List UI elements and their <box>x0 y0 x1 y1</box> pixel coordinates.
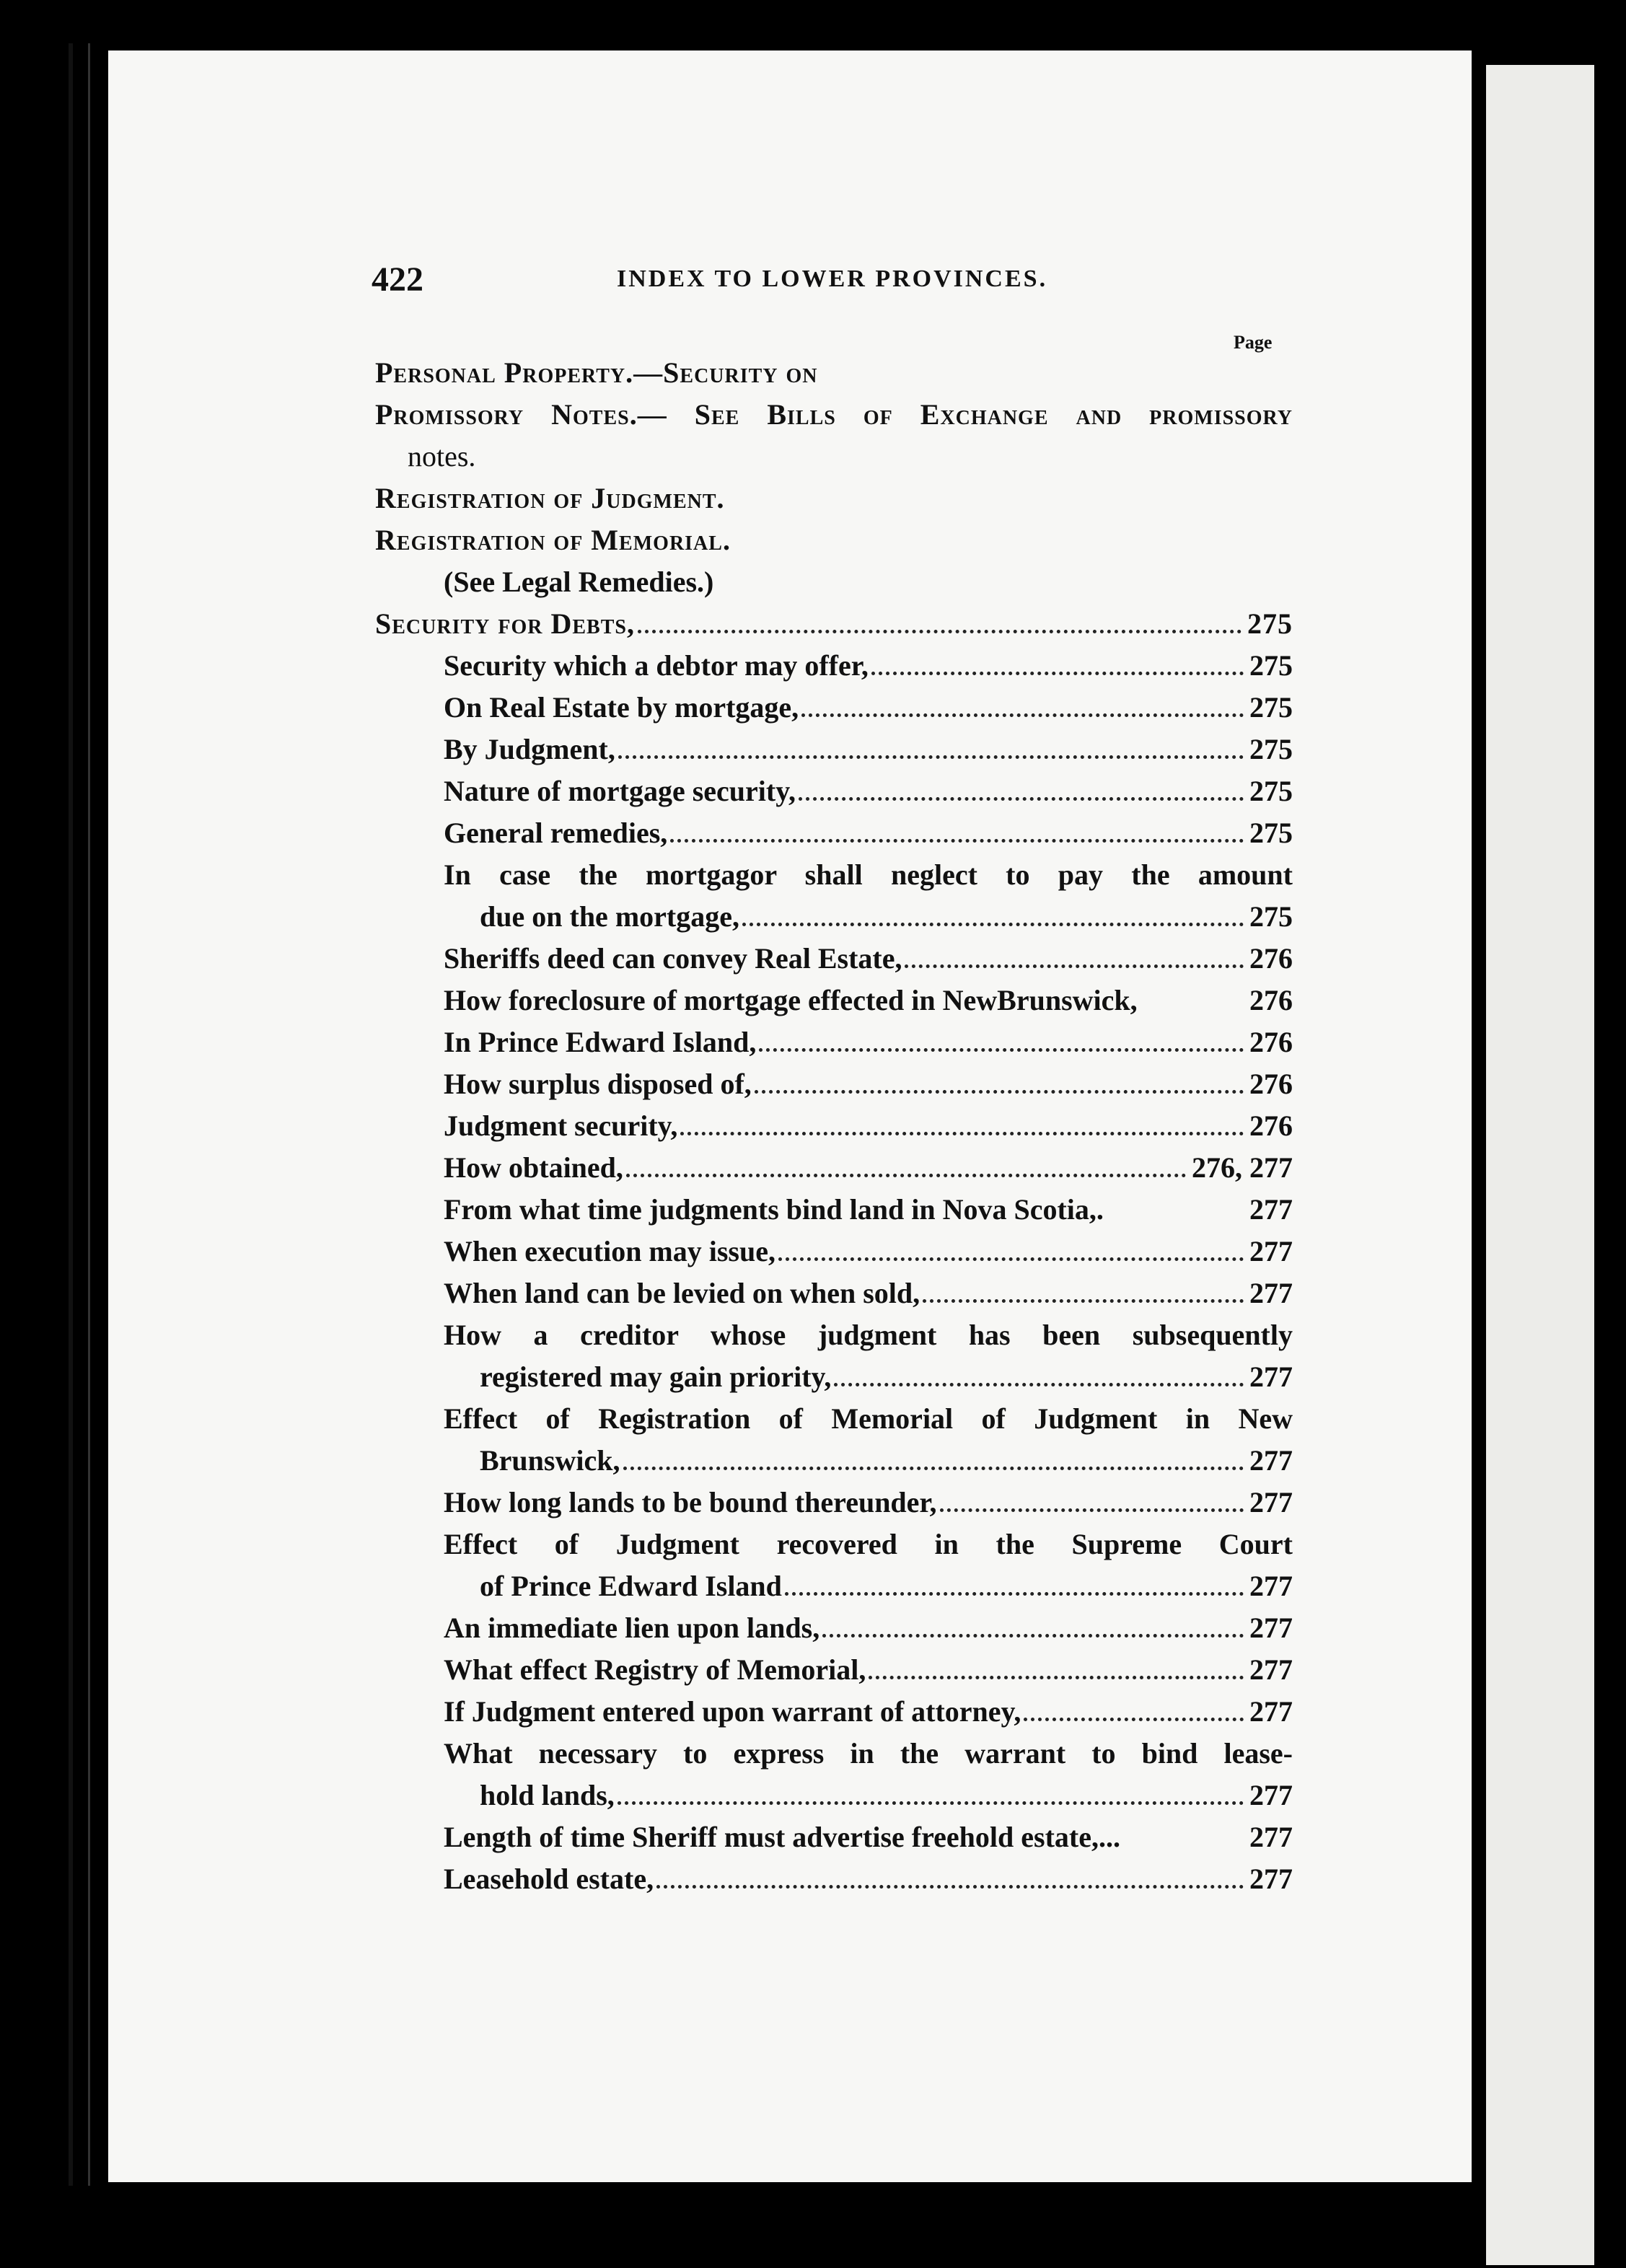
leader-dots <box>670 839 1244 843</box>
leader-dots <box>785 1592 1244 1596</box>
page-header <box>372 260 1288 303</box>
entry-page: 277 <box>1249 1695 1293 1728</box>
index-entry-line: How a creditor whose judgment has been subsequently <box>444 1319 1293 1351</box>
leader-dots <box>940 1508 1244 1512</box>
leader-dots <box>801 713 1244 717</box>
entry-page: 277 <box>1249 1863 1293 1895</box>
entry-page: 276 <box>1249 942 1293 975</box>
entry-text: Security which a debtor may offer, <box>444 649 869 682</box>
index-entry <box>375 729 1293 770</box>
entry-page: 276 <box>1249 1109 1293 1142</box>
index-entry <box>375 1189 1293 1231</box>
entry-text: In Prince Edward Island, <box>444 1026 757 1058</box>
entry-page: 275 <box>1249 817 1293 849</box>
leader-dots <box>623 1467 1244 1470</box>
entry-page: 275 <box>1249 900 1293 933</box>
page-column-label: Page <box>1234 332 1273 353</box>
leader-dots <box>1024 1718 1244 1721</box>
entry-text: General remedies, <box>444 817 668 849</box>
entry-text: Nature of mortgage security, <box>444 775 796 807</box>
entry-page: 275 <box>1247 607 1293 640</box>
entry-page: 277 <box>1249 1612 1293 1644</box>
index-entry <box>375 1105 1293 1147</box>
index-entry <box>375 1649 1293 1691</box>
entry-page: 275 <box>1249 733 1293 765</box>
index-entry <box>375 812 1293 854</box>
binding-edge <box>69 43 90 2186</box>
index-entry <box>375 603 1293 645</box>
leader-dots <box>869 1676 1244 1679</box>
entry-text: due on the mortgage, <box>480 900 739 933</box>
entry-text: How long lands to be bound thereunder, <box>444 1486 937 1518</box>
entry-text: From what time judgments bind land in Nova Scotia,. <box>444 1193 1104 1226</box>
leader-dots <box>742 923 1244 926</box>
index-entry <box>375 1607 1293 1649</box>
page-number: 422 <box>372 260 423 299</box>
index-entries <box>375 352 1293 1900</box>
index-entry-line: Effect of Registration of Memorial of Judgment in New <box>444 1402 1293 1435</box>
entry-text: An immediate lien upon lands, <box>444 1612 820 1644</box>
entry-text: Length of time Sheriff must advertise freehold estate,... <box>444 1821 1120 1853</box>
entry-page: 276 <box>1249 1026 1293 1058</box>
index-cross-reference: (See Legal Remedies.) <box>444 566 714 598</box>
entry-text: How obtained, <box>444 1151 623 1184</box>
facing-page-edge <box>1486 65 1594 2265</box>
leader-dots <box>822 1634 1244 1638</box>
entry-page: 275 <box>1249 691 1293 724</box>
index-entry <box>375 770 1293 812</box>
index-entry <box>375 1482 1293 1524</box>
entry-page: 277 <box>1249 1277 1293 1309</box>
entry-page: 277 <box>1249 1821 1293 1853</box>
entry-page: 277 <box>1249 1653 1293 1686</box>
entry-page: 275 <box>1249 775 1293 807</box>
index-entry <box>375 1775 1293 1816</box>
index-entry <box>375 1440 1293 1482</box>
entry-page: 277 <box>1249 1361 1293 1393</box>
entry-text: By Judgment, <box>444 733 615 765</box>
index-entry-line: In case the mortgagor shall neglect to pay the amount <box>444 858 1293 891</box>
entry-text: hold lands, <box>480 1779 615 1811</box>
index-entry <box>375 1021 1293 1063</box>
leader-dots <box>680 1132 1244 1135</box>
index-entry-line: What necessary to express in the warrant to bind lease- <box>444 1737 1293 1770</box>
leader-dots <box>778 1257 1244 1261</box>
index-heading: Registration of Memorial. <box>375 524 731 556</box>
entry-page: 277 <box>1249 1444 1293 1477</box>
entry-text: How surplus disposed of, <box>444 1068 752 1100</box>
index-entry <box>375 1816 1293 1858</box>
entry-text: Brunswick, <box>480 1444 620 1477</box>
leader-dots <box>626 1174 1186 1177</box>
index-continuation: notes. <box>408 440 476 472</box>
entry-page: 276 <box>1249 1068 1293 1100</box>
entry-page: 277 <box>1249 1193 1293 1226</box>
leader-dots <box>905 964 1244 968</box>
index-heading: Registration of Judgment. <box>375 482 725 514</box>
leader-dots <box>618 1801 1244 1805</box>
entry-text: What effect Registry of Memorial, <box>444 1653 866 1686</box>
entry-page: 276 <box>1249 984 1293 1016</box>
leader-dots <box>618 755 1244 759</box>
leader-dots <box>923 1299 1244 1303</box>
index-entry <box>375 980 1293 1021</box>
entry-text: How foreclosure of mortgage effected in NewBrunswick, <box>444 984 1138 1016</box>
index-entry <box>375 687 1293 729</box>
entry-text: Security for Debts, <box>375 607 635 640</box>
index-entry <box>375 1273 1293 1314</box>
index-entry <box>375 1565 1293 1607</box>
entry-text: Sheriffs deed can convey Real Estate, <box>444 942 902 975</box>
entry-page: 275 <box>1249 649 1293 682</box>
index-entry-line: Effect of Judgment recovered in the Supreme Court <box>444 1528 1293 1560</box>
index-entry <box>375 1063 1293 1105</box>
entry-text: When land can be levied on when sold, <box>444 1277 920 1309</box>
index-heading: Personal Property.—Security on <box>375 356 818 389</box>
index-entry <box>375 938 1293 980</box>
entry-page: 277 <box>1249 1779 1293 1811</box>
leader-dots <box>638 630 1242 633</box>
leader-dots <box>799 797 1244 801</box>
running-head: INDEX TO LOWER PROVINCES. <box>617 265 1048 292</box>
entry-page: 277 <box>1249 1486 1293 1518</box>
index-heading: Promissory Notes.— See Bills of Exchange and promissory <box>375 398 1293 431</box>
entry-text: On Real Estate by mortgage, <box>444 691 799 724</box>
entry-text: of Prince Edward Island <box>480 1570 782 1602</box>
leader-dots <box>755 1090 1244 1094</box>
entry-text: Leasehold estate, <box>444 1863 654 1895</box>
index-entry <box>375 896 1293 938</box>
leader-dots <box>656 1885 1244 1889</box>
index-entry <box>375 1147 1293 1189</box>
entry-text: Judgment security, <box>444 1109 678 1142</box>
entry-page: 277 <box>1249 1235 1293 1267</box>
entry-page: 276, 277 <box>1192 1151 1293 1184</box>
leader-dots <box>871 672 1244 675</box>
entry-text: When execution may issue, <box>444 1235 775 1267</box>
index-entry <box>375 1356 1293 1398</box>
entry-text: registered may gain priority, <box>480 1361 832 1393</box>
entry-text: If Judgment entered upon warrant of attorney, <box>444 1695 1021 1728</box>
index-entry <box>375 1858 1293 1900</box>
leader-dots <box>834 1383 1244 1386</box>
leader-dots <box>759 1048 1244 1052</box>
index-entry <box>375 1231 1293 1273</box>
index-entry <box>375 1691 1293 1733</box>
entry-page: 277 <box>1249 1570 1293 1602</box>
index-entry <box>375 645 1293 687</box>
